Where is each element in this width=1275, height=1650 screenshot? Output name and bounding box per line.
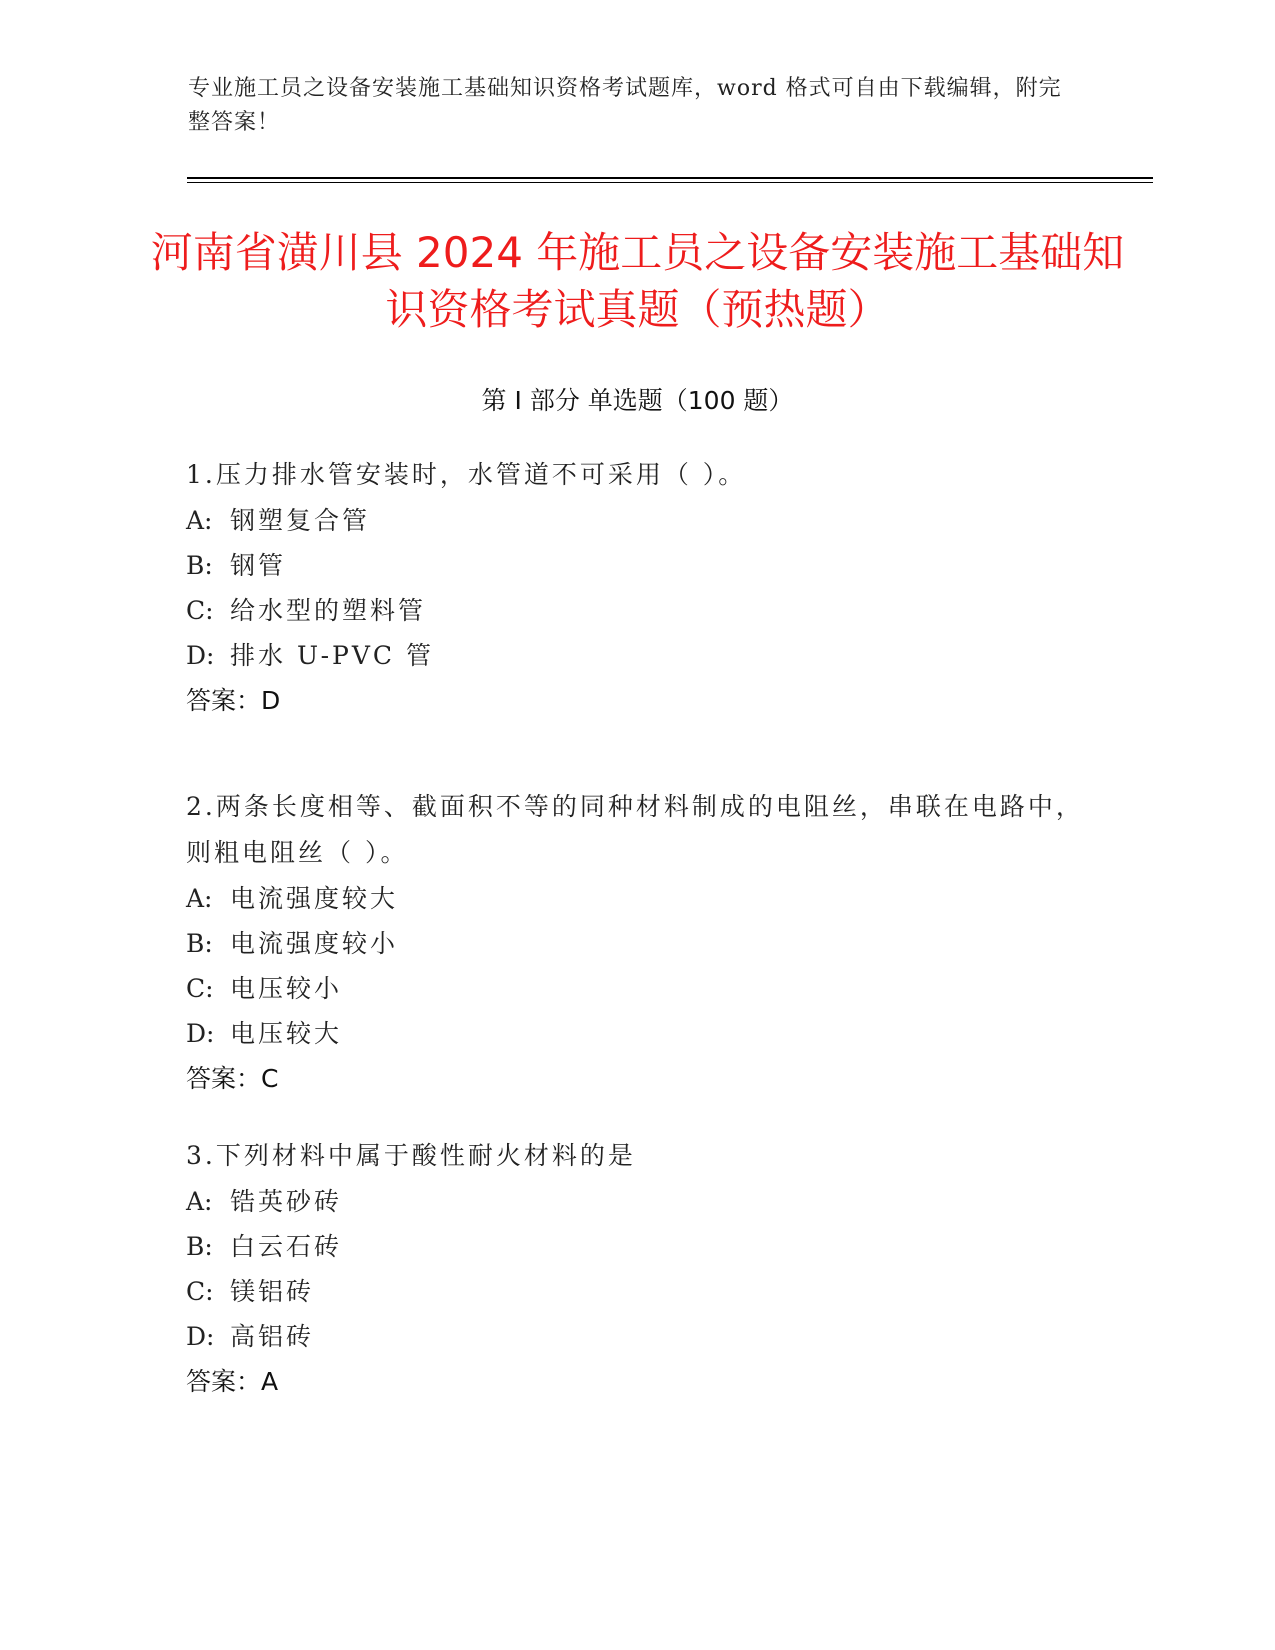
option-d bbox=[186, 1314, 1086, 1359]
answer: 答案：C bbox=[186, 1064, 279, 1093]
option-letter: A: bbox=[186, 884, 213, 913]
option-letter: C: bbox=[186, 974, 214, 1003]
question-3 bbox=[186, 1133, 1086, 1405]
option-letter: C: bbox=[186, 596, 214, 625]
option-text: 镁铝砖 bbox=[230, 1277, 315, 1306]
option-b bbox=[186, 921, 1086, 966]
option-d bbox=[186, 1011, 1086, 1056]
option-letter: D: bbox=[186, 1322, 215, 1351]
option-a bbox=[186, 1179, 1086, 1224]
option-text: 白云石砖 bbox=[230, 1232, 343, 1261]
option-text: 电流强度较大 bbox=[230, 884, 399, 913]
question-2 bbox=[186, 784, 1086, 1102]
option-letter: D: bbox=[186, 641, 215, 670]
option-text: 电压较小 bbox=[230, 974, 343, 1003]
option-text: 排水 U-PVC 管 bbox=[230, 641, 434, 670]
option-text: 给水型的塑料管 bbox=[230, 596, 427, 625]
option-letter: A: bbox=[186, 506, 213, 535]
option-text: 电流强度较小 bbox=[230, 929, 399, 958]
option-c bbox=[186, 588, 1086, 633]
header-note: 专业施工员之设备安装施工基础知识资格考试题库，word 格式可自由下载编辑，附完整答案！ bbox=[188, 76, 1062, 135]
question-text: 2.两条长度相等、截面积不等的同种材料制成的电阻丝，串联在电路中，则粗电阻丝（ ）。 bbox=[186, 792, 1084, 867]
header-divider-thin bbox=[187, 182, 1153, 183]
section-heading: 第 I 部分 单选题（100 题） bbox=[481, 386, 794, 415]
option-text: 钢塑复合管 bbox=[230, 506, 371, 535]
option-letter: B: bbox=[186, 929, 213, 958]
option-a bbox=[186, 498, 1086, 543]
option-text: 锆英砂砖 bbox=[230, 1187, 343, 1216]
option-text: 钢管 bbox=[230, 551, 287, 580]
option-text: 电压较大 bbox=[230, 1019, 343, 1048]
header-divider-thick bbox=[187, 177, 1153, 179]
question-text: 1.压力排水管安装时，水管道不可采用（ ）。 bbox=[186, 460, 747, 489]
question-text: 3.下列材料中属于酸性耐火材料的是 bbox=[186, 1141, 636, 1170]
question-1 bbox=[186, 452, 1086, 724]
answer: 答案：A bbox=[186, 1367, 279, 1396]
option-letter: D: bbox=[186, 1019, 215, 1048]
option-letter: A: bbox=[186, 1187, 213, 1216]
option-letter: B: bbox=[186, 1232, 213, 1261]
option-b bbox=[186, 1224, 1086, 1269]
option-c bbox=[186, 1269, 1086, 1314]
answer: 答案：D bbox=[186, 686, 281, 715]
option-letter: C: bbox=[186, 1277, 214, 1306]
option-letter: B: bbox=[186, 551, 213, 580]
option-a bbox=[186, 876, 1086, 921]
option-c bbox=[186, 966, 1086, 1011]
option-d bbox=[186, 633, 1086, 678]
option-b bbox=[186, 543, 1086, 588]
option-text: 高铝砖 bbox=[230, 1322, 315, 1351]
document-title: 河南省潢川县 2024 年施工员之设备安装施工基础知识资格考试真题（预热题） bbox=[150, 228, 1125, 334]
